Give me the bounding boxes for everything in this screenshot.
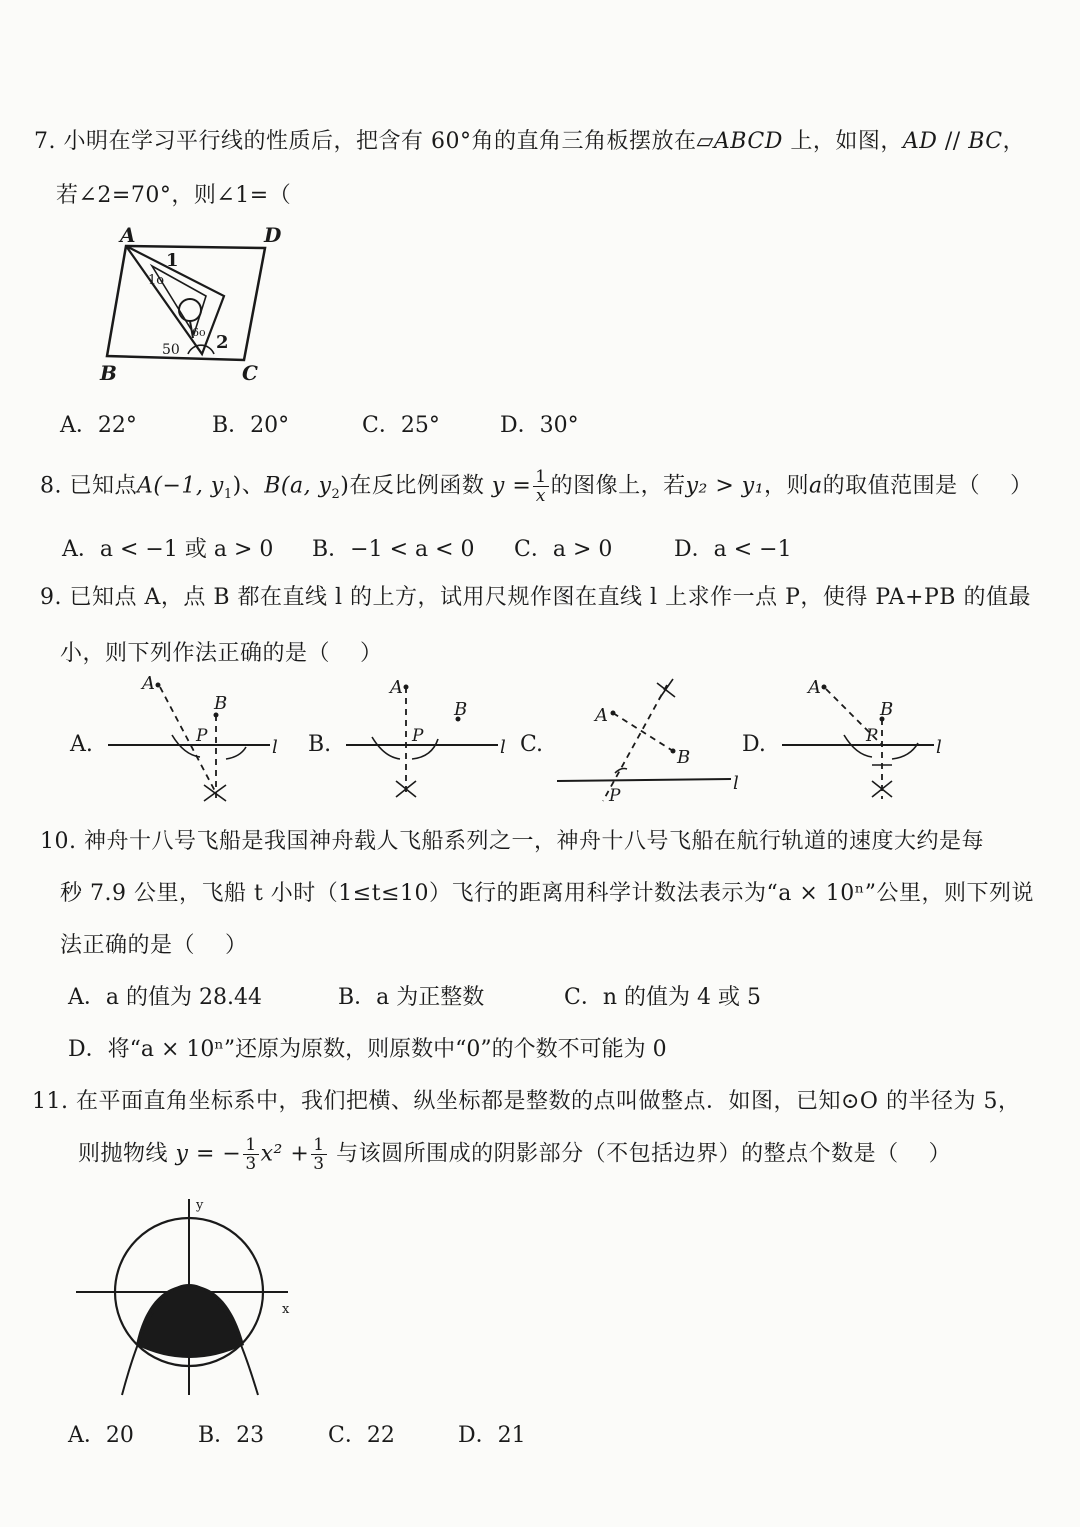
q8-tail: ，则 <box>764 473 810 499</box>
fig9d-label-l: l <box>936 737 942 758</box>
q7-ad: AD <box>902 129 938 154</box>
q10-line3: 法正确的是（ ） <box>60 933 248 958</box>
q10-text1: 神舟十八号飞船是我国神舟载人飞船系列之一，神舟十八号飞船在航行轨道的速度大约是每 <box>84 829 985 854</box>
fig9c-label-P: P <box>609 786 621 806</box>
fig9d-label-A: A <box>808 677 821 698</box>
q8-fraction <box>533 468 548 505</box>
fig9b-label-l: l <box>500 737 506 758</box>
q11-number: 11. <box>32 1089 69 1114</box>
q9-option-c[interactable]: C. <box>520 732 544 757</box>
q7-option-a[interactable]: A．22° <box>60 413 137 438</box>
q9-figure-d <box>778 675 978 805</box>
fig9a-label-B: B <box>214 693 228 714</box>
q7-option-d[interactable]: D．30° <box>500 413 579 438</box>
q8-mid: 在反比例函数 <box>349 473 485 499</box>
q8-option-b[interactable]: B．−1 < a < 0 <box>312 537 475 562</box>
q9-number: 9. <box>40 585 62 610</box>
q8-a: a <box>809 473 823 499</box>
q11-option-d[interactable]: D．21 <box>458 1423 526 1448</box>
parallelogram <box>107 246 265 360</box>
q8-y-eq: y = <box>491 473 532 499</box>
q11-option-b[interactable]: B．23 <box>198 1423 265 1448</box>
fig7-label-D: D <box>264 223 282 247</box>
q9-figure-b <box>340 675 520 805</box>
q7-text-a: 小明在学习平行线的性质后，把含有 60°角的直角三角板摆放在 <box>63 129 697 154</box>
q11-figure <box>76 1195 316 1405</box>
q11-fraction-1 <box>243 1136 258 1173</box>
q10-option-d[interactable]: D．将“a × 10ⁿ”还原为原数，则原数中“0”的个数不可能为 0 <box>68 1037 667 1062</box>
q7-parallel: // <box>937 129 969 154</box>
q11-f2-den: 3 <box>313 1154 325 1174</box>
fig9b-label-B: B <box>454 699 468 720</box>
q8-option-d[interactable]: D．a < −1 <box>674 537 792 562</box>
fig9a-label-P: P <box>196 726 208 746</box>
fig9c-label-l: l <box>733 773 739 794</box>
q8-tail2: 的取值范围是（ ） <box>822 473 1033 499</box>
q10-option-a[interactable]: A．a 的值为 28.44 <box>68 985 262 1010</box>
q8-post: 的图像上，若 <box>550 473 686 499</box>
q7-bc: BC <box>968 129 1003 154</box>
q11-f1-num: 1 <box>245 1135 257 1155</box>
q9-text1: 已知点 A，点 B 都在直线 l 的上方，试用尺规作图在直线 l 上求作一点 P，使得 PA+PB 的值最 <box>69 585 1031 610</box>
fig7-angle-1: 1 <box>166 250 179 271</box>
q7-text-b: 上，如图， <box>782 129 903 154</box>
fig9a-label-A: A <box>142 673 155 694</box>
q11-fraction-2 <box>311 1136 326 1173</box>
fig11-label-y: y <box>196 1198 204 1213</box>
q10-line2: 秒 7.9 公里，飞船 t 小时（1≤t≤10）飞行的距离用科学计数法表示为“a × 10ⁿ”公里，则下列说 <box>60 881 1035 906</box>
q9-option-b[interactable]: B. <box>308 732 332 757</box>
parallelogram-symbol: ▱ <box>696 129 714 154</box>
q11-f1-den: 3 <box>245 1154 257 1174</box>
fig7-angle-2: 2 <box>216 332 229 353</box>
q8-point-a: A(−1, y <box>137 473 224 499</box>
q8-line1 <box>40 468 1033 505</box>
fig9d-label-P: P <box>866 726 878 746</box>
q8-point-b: B(a, y <box>264 473 332 499</box>
q11-text1: 在平面直角坐标系中，我们把横、纵坐标都是整数的点叫做整点．如图，已知⊙O 的半径为 5， <box>76 1089 1021 1114</box>
q8-ineq: y₂ > y₁ <box>685 473 765 499</box>
q7-comma: ， <box>1002 129 1026 154</box>
q9-line2: 小，则下列作法正确的是（ ） <box>60 641 383 666</box>
q10-option-c[interactable]: C．n 的值为 4 或 5 <box>564 985 761 1010</box>
q7-option-b[interactable]: B．20° <box>212 413 290 438</box>
q11-f2-num: 1 <box>313 1135 325 1155</box>
q10-number: 10. <box>40 829 77 854</box>
q8-number: 8. <box>40 473 62 499</box>
q7-line1 <box>34 124 1025 155</box>
fig7-annotation-2: 50 <box>162 342 180 358</box>
q7-number: 7. <box>34 129 56 154</box>
fig9a-label-l: l <box>272 737 278 758</box>
q8-option-c[interactable]: C．a > 0 <box>514 537 613 562</box>
fig7-label-C: C <box>242 361 258 385</box>
fig7-label-A: A <box>120 223 136 247</box>
q11-y-eq: y = − <box>175 1141 242 1167</box>
q11-post: 与该圆所围成的阴影部分（不包括边界）的整点个数是（ ） <box>336 1141 952 1167</box>
fig9c-label-A: A <box>595 705 608 726</box>
q7-option-c[interactable]: C．25° <box>362 413 440 438</box>
q8-sub1: 1 <box>223 486 233 502</box>
fig11-label-x: x <box>282 1302 290 1317</box>
set-square-hole <box>179 299 201 321</box>
q10-line1 <box>40 824 984 855</box>
q11-option-c[interactable]: C．22 <box>328 1423 395 1448</box>
fig9c-label-B: B <box>677 747 691 768</box>
q10-option-b[interactable]: B．a 为正整数 <box>338 985 485 1010</box>
q9-option-d[interactable]: D. <box>742 732 766 757</box>
q11-pre: 则抛物线 <box>78 1141 169 1167</box>
fig9b-label-A: A <box>390 677 403 698</box>
q9-figure-a <box>100 675 300 805</box>
q8-close2: ) <box>340 473 350 499</box>
fig9d-label-B: B <box>880 699 894 720</box>
fig9b-label-P: P <box>412 726 424 746</box>
q9-figure-c <box>555 675 755 805</box>
q11-line1 <box>32 1084 1020 1115</box>
q7-line2: 若∠2=70°，则∠1=（ <box>56 183 292 208</box>
q8-sub2: 2 <box>331 486 341 502</box>
q8-option-a[interactable]: A．a < −1 或 a > 0 <box>62 537 274 562</box>
q8-pre: 已知点 <box>69 473 138 499</box>
q11-option-a[interactable]: A．20 <box>68 1423 134 1448</box>
q7-abcd: ABCD <box>713 129 783 154</box>
q7-figure <box>90 220 290 390</box>
q8-frac-den: x <box>535 486 546 506</box>
q9-line1 <box>40 580 1031 611</box>
q8-frac-num: 1 <box>535 467 547 487</box>
fig7-annotation-3: 6o <box>192 326 206 339</box>
q9-option-a[interactable]: A. <box>70 732 93 757</box>
fig7-label-B: B <box>100 361 117 385</box>
q8-close: )、 <box>232 473 265 499</box>
fig7-annotation-1: 1o <box>148 273 165 288</box>
q11-x2: x² + <box>260 1141 310 1167</box>
shaded-region <box>136 1285 244 1358</box>
q11-line2 <box>78 1136 951 1173</box>
